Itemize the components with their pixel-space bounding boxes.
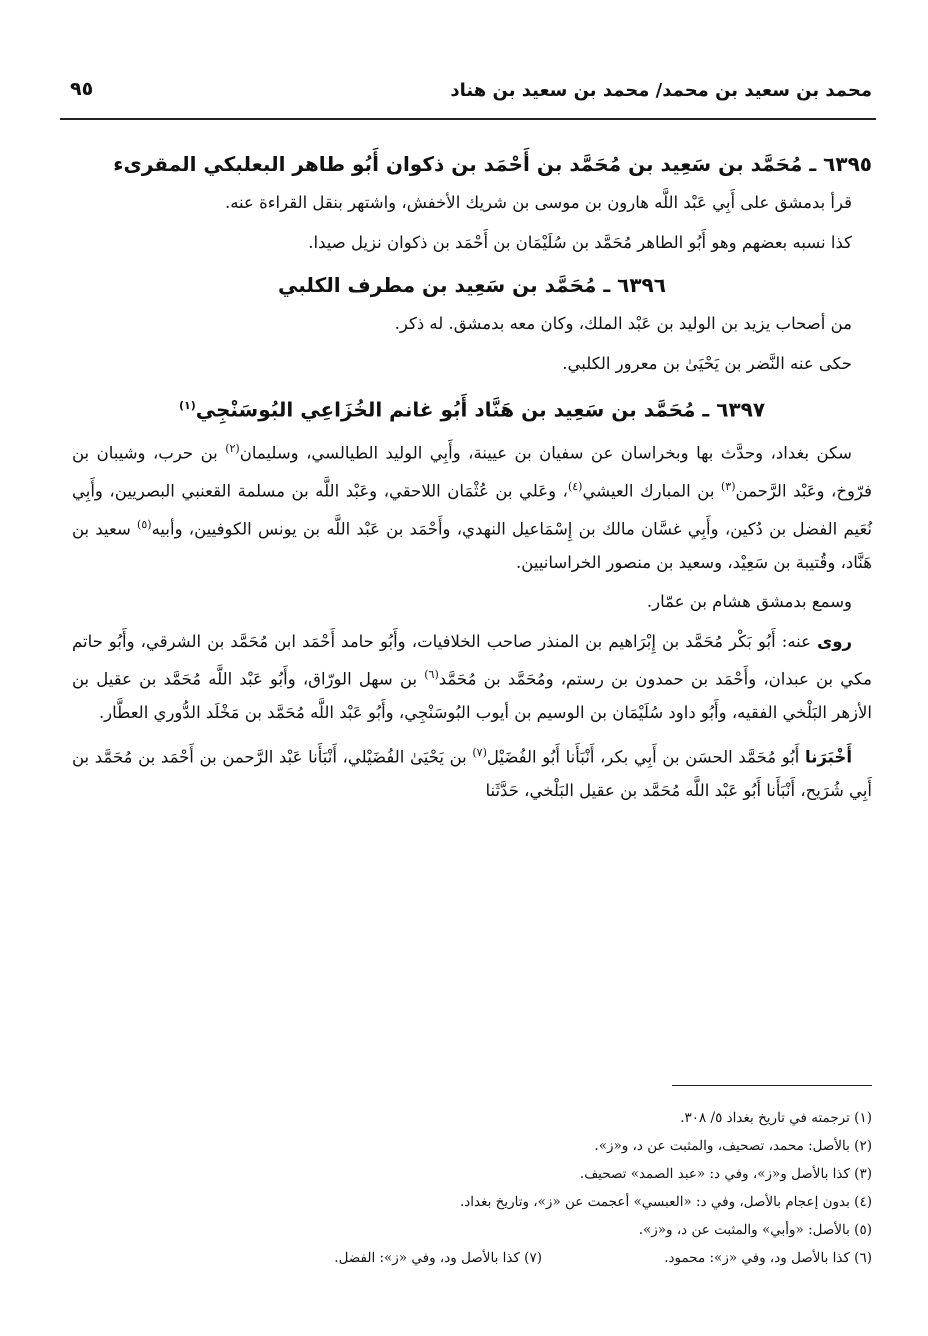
entry-6397-paragraph-4 [72,736,872,808]
entry-6397-paragraph-3 [72,625,872,730]
text-run: ، وعَلي بن عُثْمَان اللاحقي، وعَبْد اللَّه بن مسلمة القعنبي البصريين، وأَبِي نُعَيم الفضل بن دُكين، وأَبِي غسَّان مالك بن إِسْمَاعيل النهدي، وأَحْمَد بن عَبْد اللَّه بن يونس الكوفيين، وأبيه [72,481,873,539]
footnote-3: (٣) كذا بالأصل و«ز»، وفي د: «عبد الصمد» تصحيف. [579,1166,872,1182]
footnote-row-6-7 [72,1244,872,1272]
entry-6397-paragraph-2: وسمع بدمشق هشام بن عمّار. [646,592,852,612]
footnote-marker-6: (٦) [424,668,439,682]
footnote-6: (٦) كذا بالأصل ود، وفي «ز»: محمود. [664,1250,872,1266]
main-text [72,138,872,813]
footnote-7: (٧) كذا بالأصل ود، وفي «ز»: الفضل. [334,1250,542,1266]
entry-title-6397-text: ٦٣٩٧ ـ مُحَمَّد بن سَعِيد بن هَنَّاد أَبُو غانم الخُزَاعِي البُوسَنْجِي [195,397,766,422]
entry-6395-paragraph-1: قرأ بدمشق على أَبِي عَبْد اللَّه هارون بن موسى بن شريك الأخفش، واشتهر بنقل القراءة عنه. [224,193,852,212]
footnotes [72,1104,872,1272]
header-rule [60,118,876,120]
footnote-4: (٤) بدون إعجام بالأصل، وفي د: «العبسي» أعجمت عن «ز»، وتاريخ بغداد. [459,1194,872,1210]
running-header [70,74,872,114]
footnote-marker-7: (٧) [472,745,487,759]
lead-word-rawa: روى [817,631,852,651]
lead-word-akhbarana: أَخْبَرَنا [805,747,852,767]
footnote-marker-4: (٤) [567,479,583,493]
entry-6396-paragraph-1: من أصحاب يزيد بن الوليد بن عَبْد الملك، وكان معه بدمشق. له ذكر. [394,314,852,333]
text-run: بن يَحْيَىٰ الفُضَيْلي، أَنْبَأَنا عَبْد الرَّحمن بن أَحْمَد بن مُحَمَّد بن أَبِي شُرَيح، أَنْبَأَنا أَبُو عَبْد اللَّه مُحَمَّد بن عقيل البَلْخي، حَدَّثَنا [72,747,872,800]
footnote-marker-3: (٣) [721,479,736,493]
entry-6396-paragraph-2: حكى عنه النَّضر بن يَحْيَىٰ بن معرور الكلبي. [562,353,852,373]
footnote-1: (١) ترجمته في تاريخ بغداد ٥/ ٣٠٨. [680,1110,872,1126]
text-run: بن سهل الورّاق، وأَبُو عَبْد اللَّه مُحَمَّد بن عقيل بن الأزهر البَلْخي الفقيه، وأَبُو داود سُلَيْمَان بن الوسيم بن أيوب البُوسَنْجِي، وأَبُو عَبْد اللَّه مُحَمَّد بن مَخْلَد الدُّوري العطَّار. [72,669,872,723]
entry-6395-paragraph-2: كذا نسبه بعضهم وهو أَبُو الطاهر مُحَمَّد بن سُلَيْمَان بن أَحْمَد بن ذكوان نزيل صيدا. [308,232,852,252]
footnote-rule [672,1085,872,1086]
text-run: بن حرب، وشيبان بن فرّوخ، وعَبْد الرَّحمن [72,443,872,501]
running-head-title: محمد بن سعيد بن محمد/ محمد بن سعيد بن هناد [450,80,872,101]
entry-title-6397 [72,386,872,430]
footnote-2: (٢) بالأصل: محمد، تصحيف، والمثبت عن د، و«ز». [594,1138,872,1154]
footnote-5: (٥) بالأصل: «وأبي» والمثبت عن د، و«ز». [638,1222,872,1238]
footnote-marker-5: (٥) [137,517,152,531]
text-run: سعيد بن هَنَّاد، وقُتيبة بن سَعِيْد، وسعيد بن منصور الخراسانيين. [72,519,872,572]
text-run: عنه: أَبُو بَكْر مُحَمَّد بن إِبْرَاهيم بن المنذر صاحب الخلافيات، وأَبُو حامد أَحْمَد ابن مُحَمَّد بن الشرقي، وأَبُو حاتم مكي بن عبدان، وأَحْمَد بن حمدون بن رستم، ومُحَمَّد بن مُحَمَّد [72,631,873,689]
text-run: سكن بغداد، وحدَّث بها وبخراسان عن سفيان بن عيينة، وأَبِي الوليد الطيالسي، وسليمان [239,443,852,463]
entry-title-6395: ٦٣٩٥ ـ مُحَمَّد بن سَعِيد بن مُحَمَّد بن أَحْمَد بن ذكوان أَبُو طاهر البعلبكي المقرىء [113,152,872,176]
entry-title-6396: ٦٣٩٦ ـ مُحَمَّد بن سَعِيد بن مطرف الكلبي [278,273,666,297]
page-number: ٩٥ [70,78,94,100]
text-run: أَبُو مُحَمَّد الحسَن بن أَبِي بكر، أَنْبَأَنا أَبُو الفُضَيْل [486,747,806,767]
text-run: بن المبارك العيشي [582,481,721,501]
footnote-marker-2: (٢) [225,441,240,455]
footnote-marker-1: (١) [178,399,196,412]
entry-6397-paragraph-1 [72,432,872,580]
